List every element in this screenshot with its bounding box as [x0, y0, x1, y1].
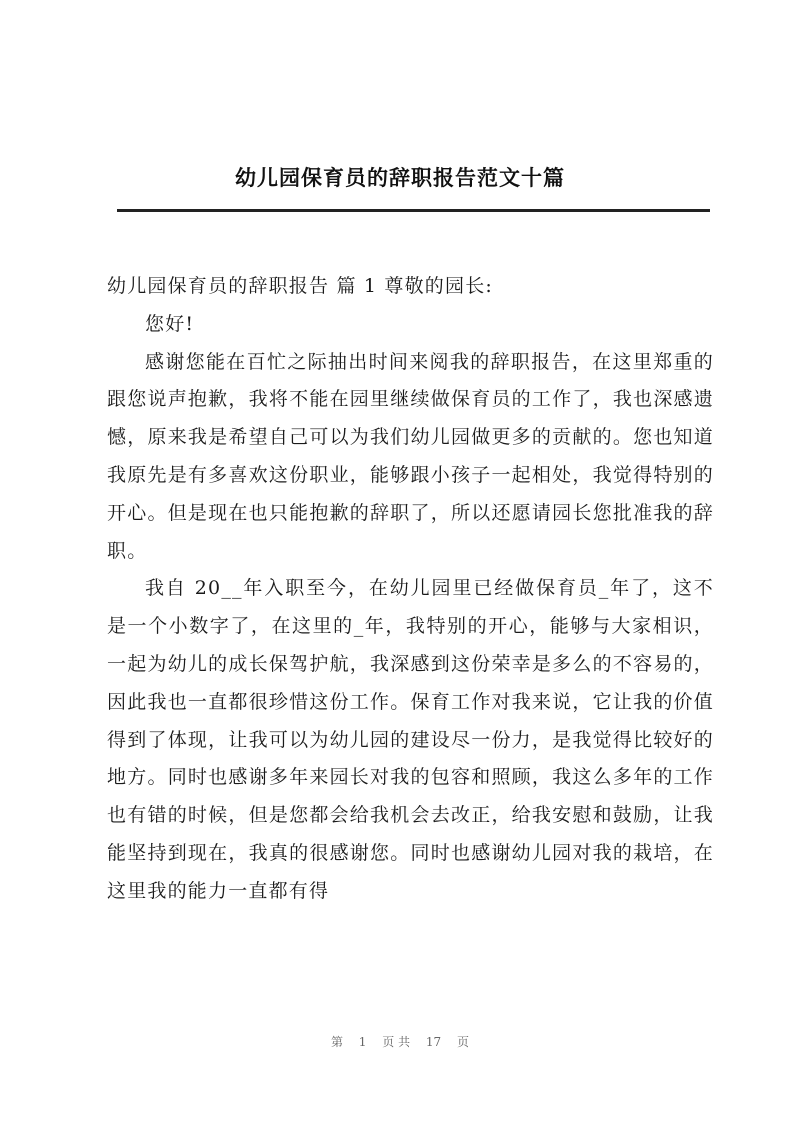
footer-label-page: 第 [330, 1035, 343, 1049]
footer-label-pages: 页 [457, 1035, 470, 1049]
document-title: 幼儿园保育员的辞职报告范文十篇 [235, 165, 565, 190]
report-heading-line: 幼儿园保育员的辞职报告 篇 1 尊敬的园长: [107, 275, 494, 297]
paragraph-2: 我自 20__年入职至今，在幼儿园里已经做保育员_年了，这不是一个小数字了，在这里的_年，我特别的开心，能够与大家相识，一起为幼儿的成长保驾护航，我深感到这份荣幸是多么的不容易的，因此我也一直都很珍惜这份工作。保育工作对我来说，它让我的价值得到了体现，让我可以为幼儿园的建设尽一份力，是我觉得比较好的地方。同时也感谢多年来园长对我的包容和照顾，我这么多年的工作也有错的时候，但是您都会给我机会去改正，给我安慰和鼓励，让我能坚持到现在，我真的很感谢您。同时也感谢幼儿园对我的栽培，在这里我的能力一直都有得 [107, 577, 714, 902]
footer-current-page: 1 [358, 1035, 367, 1049]
footer-total-pages: 17 [425, 1035, 442, 1049]
greeting: 您好! [145, 312, 195, 335]
paragraph-1: 感谢您能在百忙之际抽出时间来阅我的辞职报告，在这里郑重的跟您说声抱歉，我将不能在园里继续做保育员的工作了，我也深感遗憾，原来我是希望自己可以为我们幼儿园做更多的贡献的。您也知道我原先是有多喜欢这份职业，能够跟小孩子一起相处，我觉得特别的开心。但是现在也只能抱歉的辞职了，所以还愿请园长您批准我的辞职。 [107, 350, 714, 562]
title-divider [117, 209, 710, 212]
page-number-footer [0, 1033, 800, 1050]
footer-label-of: 页 共 [382, 1035, 411, 1049]
document-body [107, 268, 714, 911]
